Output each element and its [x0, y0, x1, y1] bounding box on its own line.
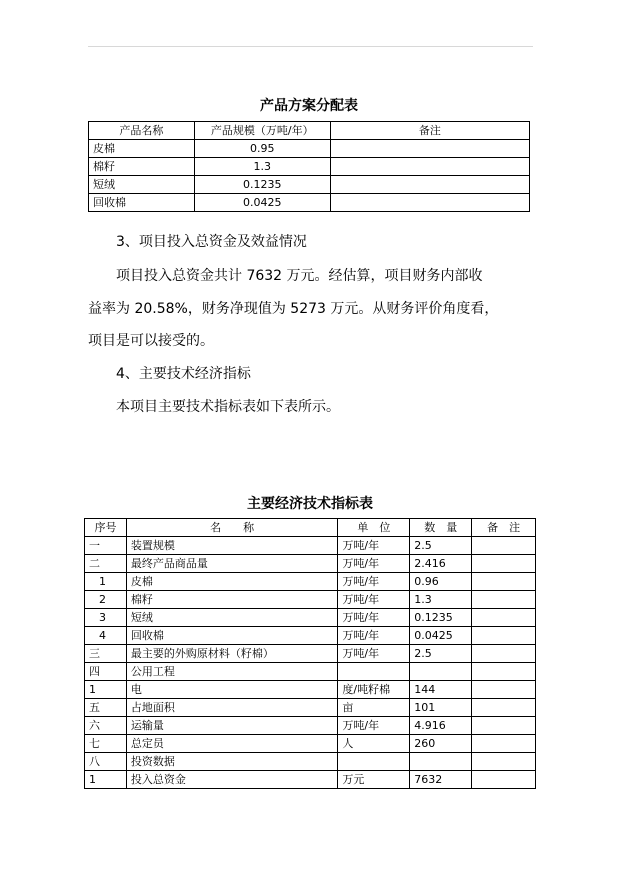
seq-cell: 六 — [85, 717, 127, 735]
unit-cell — [338, 663, 410, 681]
table-row — [85, 753, 536, 771]
quantity-cell: 0.0425 — [410, 627, 472, 645]
table-row — [85, 573, 536, 591]
indicator-table — [84, 518, 536, 789]
remark-cell — [472, 573, 536, 591]
seq-cell: 1 — [85, 681, 127, 699]
remark-cell — [330, 194, 529, 212]
remark-cell — [472, 735, 536, 753]
unit-cell: 万吨/年 — [338, 537, 410, 555]
remark-cell — [472, 591, 536, 609]
quantity-cell — [410, 663, 472, 681]
paragraph-line: 项目是可以接受的。 — [88, 333, 214, 349]
seq-cell: 2 — [85, 591, 127, 609]
paragraph-line: 项目投入总资金共计 7632 万元。经估算，项目财务内部收 — [116, 268, 483, 284]
table-row — [85, 609, 536, 627]
table-row — [89, 140, 530, 158]
unit-cell — [338, 753, 410, 771]
remark-cell — [472, 699, 536, 717]
section-heading: 4、主要技术经济指标 — [116, 366, 251, 382]
table-row — [85, 735, 536, 753]
quantity-cell: 2.416 — [410, 555, 472, 573]
paragraph-line: 益率为 20.58%，财务净现值为 5273 万元。从财务评价角度看， — [88, 301, 499, 317]
seq-cell: 4 — [85, 627, 127, 645]
table-row — [85, 645, 536, 663]
remark-cell — [472, 681, 536, 699]
quantity-cell: 260 — [410, 735, 472, 753]
table-row — [89, 158, 530, 176]
unit-cell: 亩 — [338, 699, 410, 717]
remark-cell — [472, 753, 536, 771]
section-heading: 3、项目投入总资金及效益情况 — [116, 234, 307, 250]
quantity-cell: 0.1235 — [410, 609, 472, 627]
table-row — [85, 681, 536, 699]
quantity-cell: 101 — [410, 699, 472, 717]
quantity-cell: 1.3 — [410, 591, 472, 609]
column-header: 单 位 — [338, 519, 410, 537]
unit-cell: 万元 — [338, 771, 410, 789]
remark-cell — [472, 627, 536, 645]
quantity-cell — [410, 753, 472, 771]
unit-cell: 万吨/年 — [338, 645, 410, 663]
item-name-cell: 装置规模 — [126, 537, 338, 555]
quantity-cell: 144 — [410, 681, 472, 699]
seq-cell: 1 — [85, 573, 127, 591]
item-name-cell: 短绒 — [126, 609, 338, 627]
unit-cell: 万吨/年 — [338, 717, 410, 735]
item-name-cell: 投资数据 — [126, 753, 338, 771]
remark-cell — [330, 158, 529, 176]
column-header: 序号 — [85, 519, 127, 537]
product-name-cell: 回收棉 — [89, 194, 195, 212]
remark-cell — [472, 717, 536, 735]
quantity-cell: 4.916 — [410, 717, 472, 735]
table2-title: 主要经济技术指标表 — [247, 496, 373, 512]
table1-title: 产品方案分配表 — [260, 98, 358, 114]
table-row — [85, 663, 536, 681]
table-row — [85, 555, 536, 573]
remark-cell — [472, 537, 536, 555]
item-name-cell: 最主要的外购原材料（籽棉） — [126, 645, 338, 663]
product-name-cell: 棉籽 — [89, 158, 195, 176]
header-rule — [88, 46, 533, 47]
product-plan-table — [88, 121, 530, 212]
quantity-cell: 2.5 — [410, 645, 472, 663]
remark-cell — [330, 140, 529, 158]
product-scale-cell: 0.0425 — [194, 194, 330, 212]
item-name-cell: 最终产品商品量 — [126, 555, 338, 573]
remark-cell — [472, 645, 536, 663]
item-name-cell: 占地面积 — [126, 699, 338, 717]
product-scale-cell: 1.3 — [194, 158, 330, 176]
column-header: 备注 — [330, 122, 529, 140]
paragraph-line: 本项目主要技术指标表如下表所示。 — [116, 399, 340, 415]
item-name-cell: 棉籽 — [126, 591, 338, 609]
unit-cell: 万吨/年 — [338, 609, 410, 627]
item-name-cell: 皮棉 — [126, 573, 338, 591]
remark-cell — [472, 555, 536, 573]
item-name-cell: 投入总资金 — [126, 771, 338, 789]
product-scale-cell: 0.95 — [194, 140, 330, 158]
table-row — [85, 627, 536, 645]
unit-cell: 度/吨籽棉 — [338, 681, 410, 699]
column-header: 产品规模（万吨/年） — [194, 122, 330, 140]
item-name-cell: 总定员 — [126, 735, 338, 753]
table-row — [85, 699, 536, 717]
remark-cell — [472, 771, 536, 789]
unit-cell: 万吨/年 — [338, 591, 410, 609]
product-name-cell: 短绒 — [89, 176, 195, 194]
seq-cell: 五 — [85, 699, 127, 717]
column-header: 名 称 — [126, 519, 338, 537]
product-scale-cell: 0.1235 — [194, 176, 330, 194]
seq-cell: 七 — [85, 735, 127, 753]
seq-cell: 3 — [85, 609, 127, 627]
quantity-cell: 2.5 — [410, 537, 472, 555]
product-name-cell: 皮棉 — [89, 140, 195, 158]
unit-cell: 万吨/年 — [338, 627, 410, 645]
seq-cell: 八 — [85, 753, 127, 771]
column-header: 产品名称 — [89, 122, 195, 140]
seq-cell: 一 — [85, 537, 127, 555]
seq-cell: 四 — [85, 663, 127, 681]
item-name-cell: 回收棉 — [126, 627, 338, 645]
unit-cell: 万吨/年 — [338, 573, 410, 591]
table-row — [85, 771, 536, 789]
unit-cell: 万吨/年 — [338, 555, 410, 573]
quantity-cell: 7632 — [410, 771, 472, 789]
unit-cell: 人 — [338, 735, 410, 753]
remark-cell — [330, 176, 529, 194]
column-header: 数 量 — [410, 519, 472, 537]
table-row — [89, 194, 530, 212]
seq-cell: 三 — [85, 645, 127, 663]
table-header-row — [89, 122, 530, 140]
item-name-cell: 电 — [126, 681, 338, 699]
table-header-row — [85, 519, 536, 537]
quantity-cell: 0.96 — [410, 573, 472, 591]
table-row — [85, 537, 536, 555]
remark-cell — [472, 609, 536, 627]
item-name-cell: 公用工程 — [126, 663, 338, 681]
seq-cell: 二 — [85, 555, 127, 573]
seq-cell: 1 — [85, 771, 127, 789]
table-row — [85, 717, 536, 735]
table-row — [85, 591, 536, 609]
table-row — [89, 176, 530, 194]
column-header: 备 注 — [472, 519, 536, 537]
remark-cell — [472, 663, 536, 681]
item-name-cell: 运输量 — [126, 717, 338, 735]
